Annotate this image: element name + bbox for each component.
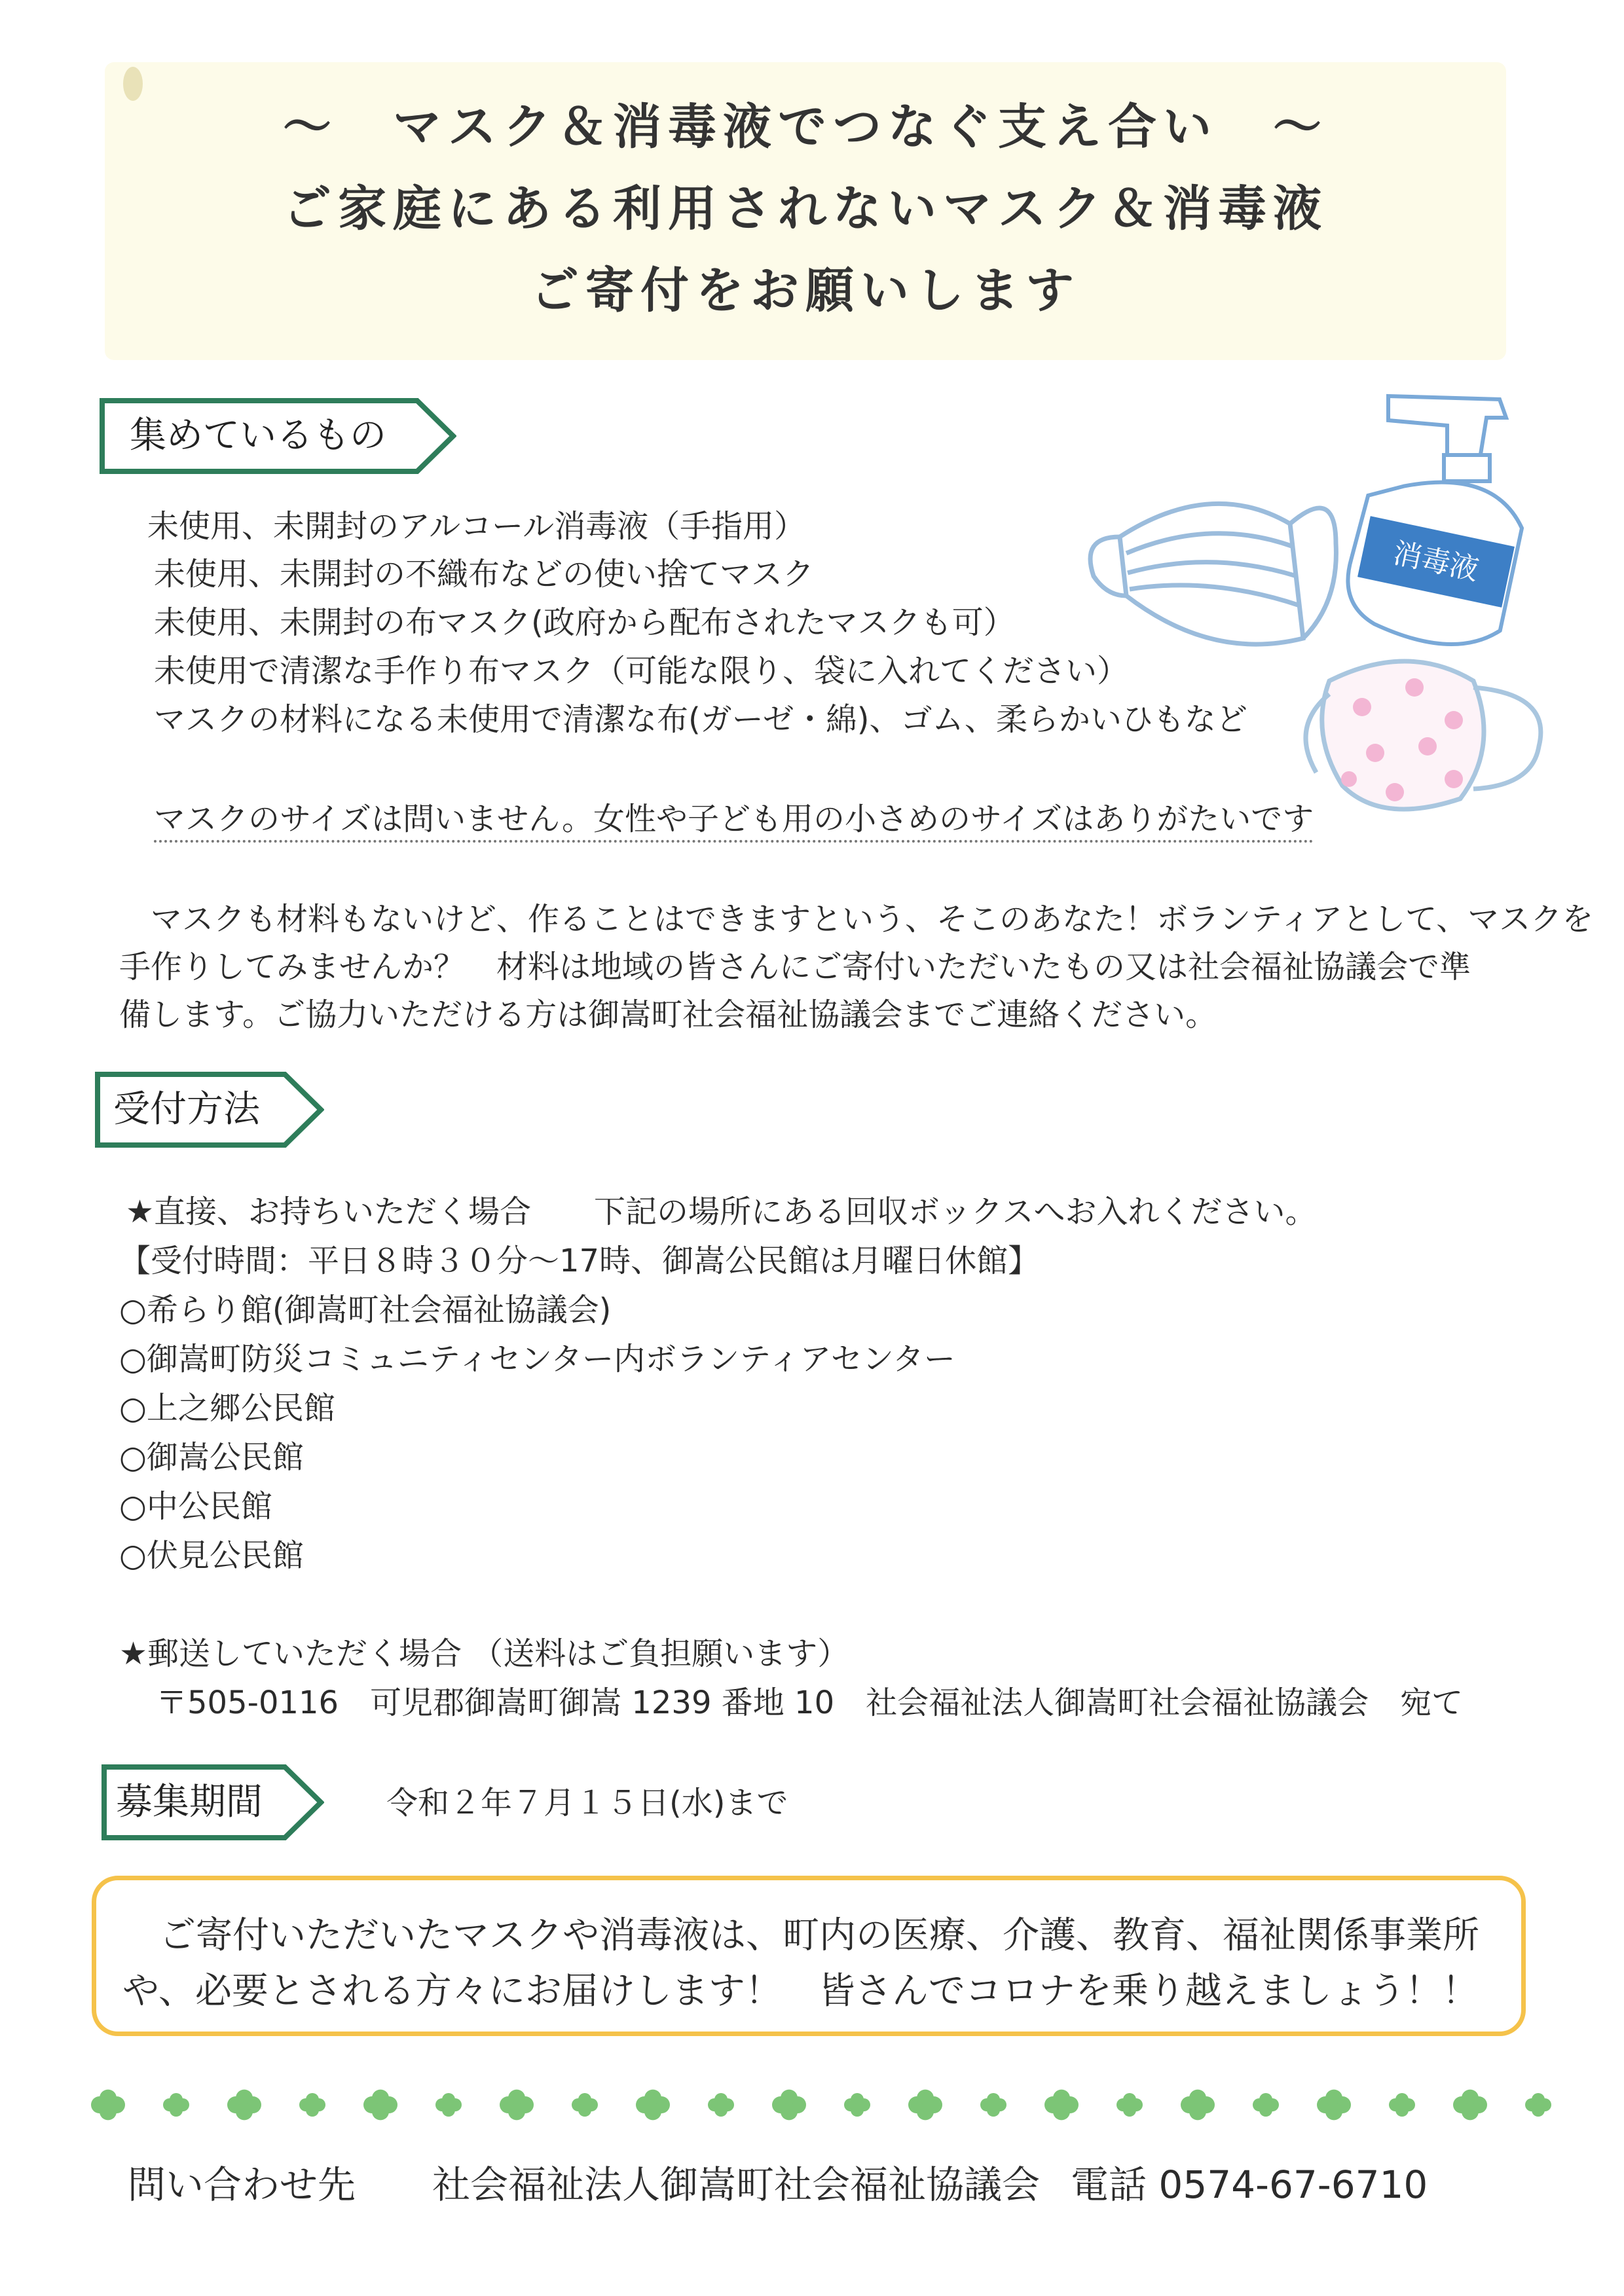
section-label-collect: 集めているもの: [130, 414, 386, 457]
clover-icon: [500, 2090, 534, 2121]
footer-contact-label: 問い合わせ先: [128, 2162, 356, 2207]
footer-org-name: 社会福祉法人御嵩町社会福祉協議会: [432, 2162, 1041, 2207]
surgical-mask-icon: [1090, 503, 1336, 644]
clover-icon: [636, 2090, 670, 2121]
section-label-period: 募集期間: [116, 1781, 263, 1823]
reception-mail: ★郵送していただく場合 （送料はご負担願います）: [119, 1635, 849, 1672]
collect-item-2: 未使用、未開封の不織布などの使い捨てマスク: [154, 556, 815, 592]
volunteer-paragraph-line2: 手作りしてみませんか？ 材料は地域の皆さんにご寄付いただいたもの又は社会福祉協議会で準: [119, 949, 1471, 985]
cloth-mask-icon: [1306, 661, 1541, 809]
size-note: マスクのサイズは問いません。女性や子ども用の小さめのサイズはありがたいです: [154, 793, 1314, 843]
reception-place-1: ○希らり館(御嵩町社会福祉協議会): [119, 1292, 612, 1328]
donation-message-line2: や、必要とされる方々にお届けします！ 皆さんでコロナを乗り越えましょう！！: [122, 1970, 1479, 2013]
reception-place-3: ○上之郷公民館: [119, 1390, 335, 1427]
clover-icon: [1253, 2093, 1279, 2117]
clover-icon: [163, 2093, 189, 2117]
clover-icon: [1044, 2090, 1079, 2121]
clover-icon: [572, 2093, 598, 2117]
section-tag-period: [101, 1764, 324, 1840]
reception-address: 〒505-0116 可児郡御嵩町御嵩 1239 番地 10 社会福祉法人御嵩町社会福祉協議会 宛て: [156, 1685, 1464, 1721]
clover-icon: [1317, 2090, 1351, 2121]
clover-icon: [980, 2093, 1006, 2117]
clover-icon: [772, 2090, 806, 2121]
header-banner: [105, 62, 1506, 360]
collect-item-3: 未使用、未開封の布マスク(政府から配布されたマスクも可）: [154, 604, 1015, 641]
section-label-reception: 受付方法: [113, 1088, 260, 1131]
clover-icon: [1389, 2093, 1415, 2117]
volunteer-paragraph-line1: マスクも材料もないけど、作ることはできますという、そこのあなた！ボランティアとして、マスクを: [119, 901, 1594, 938]
mask-sanitizer-illustration: [1080, 380, 1565, 877]
clover-icon: [299, 2093, 325, 2117]
header-title-line2: ご家庭にある利用されないマスク＆消毒液: [283, 181, 1328, 237]
reception-place-6: ○伏見公民館: [119, 1537, 304, 1574]
section-tag-collect: [100, 398, 456, 474]
volunteer-paragraph-line3: 備します。ご協力いただける方は御嵩町社会福祉協議会までご連絡ください。: [119, 996, 1217, 1033]
reception-direct: ★直接、お持ちいただく場合 下記の場所にある回収ボックスへお入れください。: [126, 1194, 1317, 1230]
clover-icon: [1453, 2090, 1487, 2121]
pin-mark: [123, 67, 143, 101]
header-title-line3: ご寄付をお願いします: [530, 263, 1080, 319]
section-tag-reception: [95, 1072, 324, 1148]
donation-message-box: [92, 1876, 1526, 2036]
clover-icon: [227, 2090, 261, 2121]
donation-message-line1: ご寄付いただいたマスクや消毒液は、町内の医療、介護、教育、福祉関係事業所: [122, 1914, 1479, 1957]
clover-icon: [1181, 2090, 1215, 2121]
clover-icon: [435, 2093, 462, 2117]
clover-icon: [1116, 2093, 1143, 2117]
clover-icon: [844, 2093, 870, 2117]
header-title-line1: ～ マスク＆消毒液でつなぐ支え合い ～: [283, 99, 1328, 155]
period-deadline: 令和２年７月１５日(水)まで: [386, 1785, 788, 1821]
clover-icon: [708, 2093, 734, 2117]
footer-phone: 電話 0574-67-6710: [1071, 2162, 1428, 2207]
clover-icon: [908, 2090, 942, 2121]
collect-item-1: 未使用、未開封のアルコール消毒液（手指用）: [147, 508, 806, 545]
sanitizer-bottle-icon: [1337, 396, 1528, 656]
collect-item-5: マスクの材料になる未使用で清潔な布(ガーゼ・綿)、ゴム、柔らかいひもなど: [154, 701, 1247, 738]
reception-place-5: ○中公民館: [119, 1488, 272, 1525]
clover-icon: [363, 2090, 397, 2121]
reception-place-4: ○御嵩公民館: [119, 1439, 304, 1476]
clover-icon: [91, 2090, 125, 2121]
reception-hours: 【受付時間：平日８時３０分～17時、御嵩公民館は月曜日休館】: [119, 1243, 1040, 1279]
clover-border-decoration: [79, 2085, 1559, 2124]
reception-place-2: ○御嵩町防災コミュニティセンター内ボランティアセンター: [119, 1341, 955, 1377]
collect-item-4: 未使用で清潔な手作り布マスク（可能な限り、袋に入れてください）: [154, 653, 1129, 689]
sanitizer-label: 消毒液: [1390, 536, 1482, 587]
clover-icon: [1525, 2093, 1551, 2117]
